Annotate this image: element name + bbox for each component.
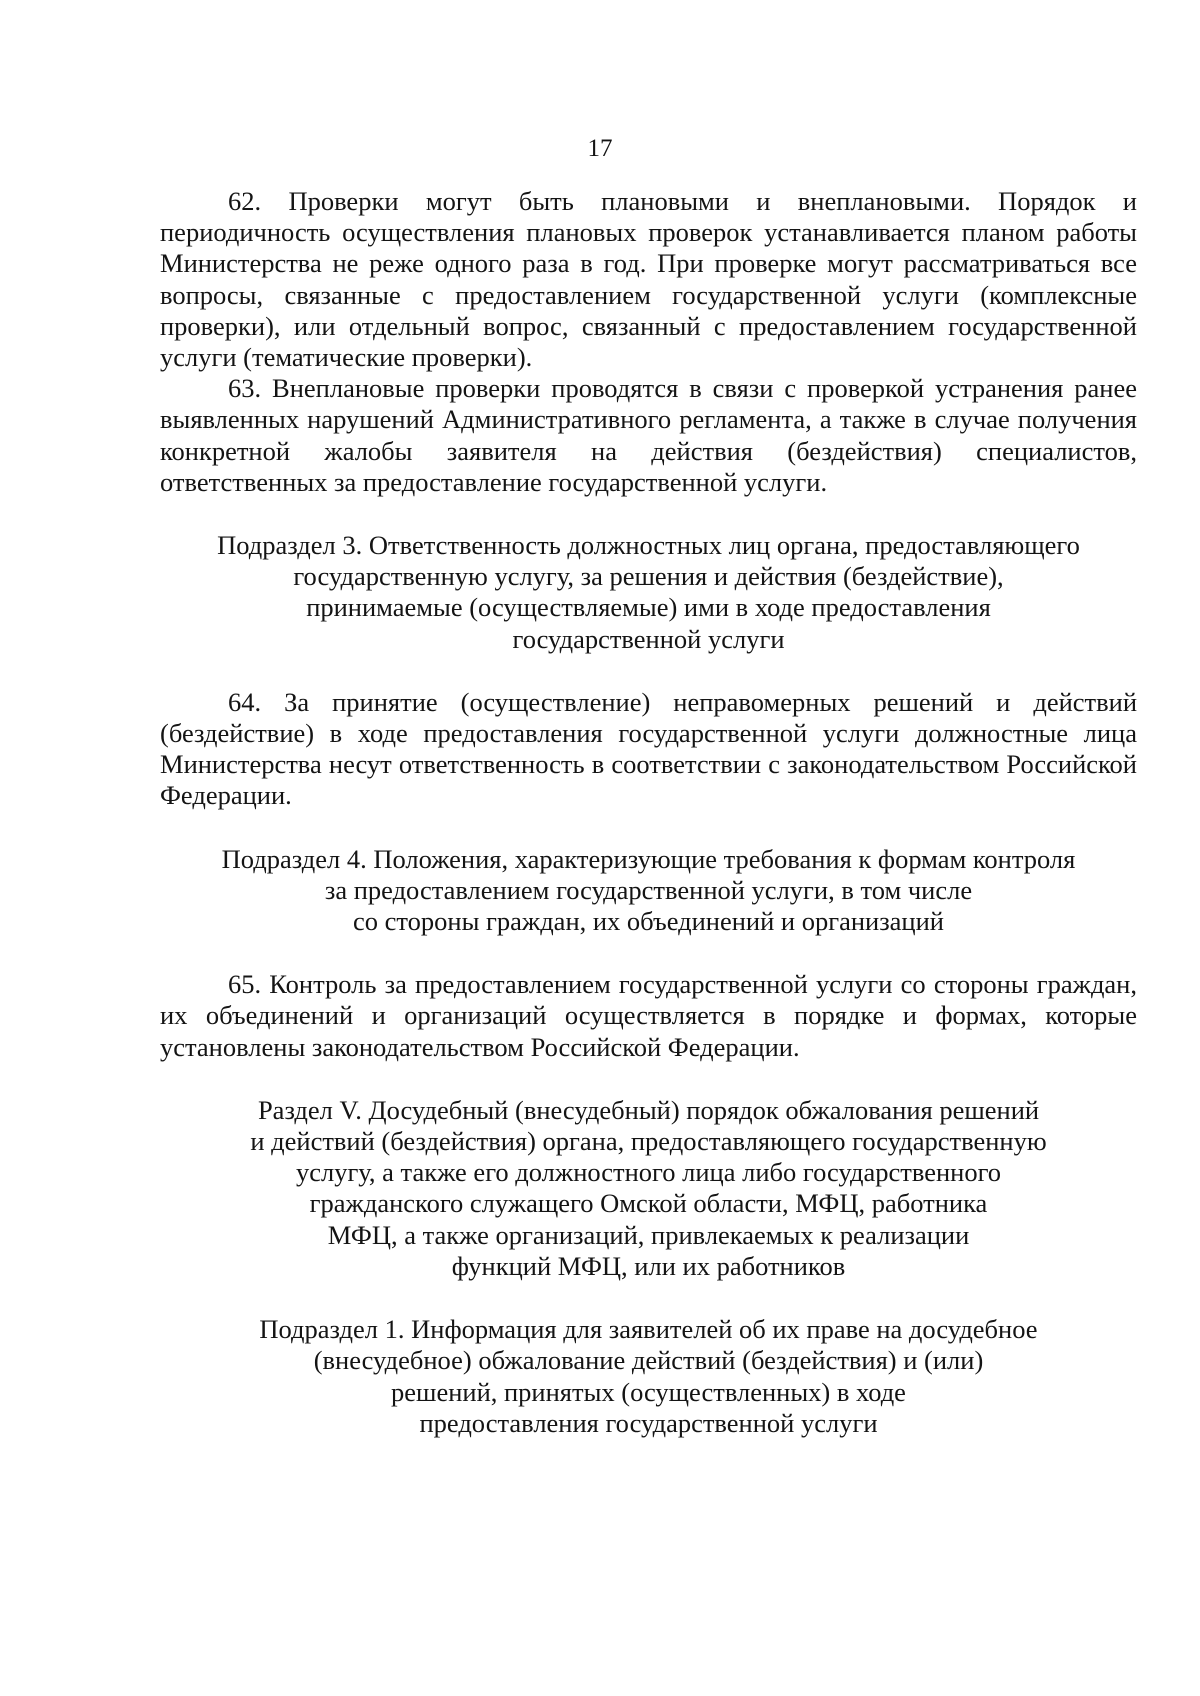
paragraph-63: 63. Внеплановые проверки проводятся в связи с проверкой устранения ранее выявленных нарушений Административного регламента, а также в случае получения конкретной жалобы заявителя на действия (бездействия) специалистов, ответственных за предоставление государственной услуги. [160, 373, 1137, 497]
heading-line: (внесудебное) обжалование действий (бездействия) и (или) [313, 1345, 984, 1376]
heading-line: и действий (бездействия) органа, предоставляющего государственную [250, 1126, 1047, 1157]
heading-line: государственной услуги [512, 623, 785, 654]
paragraph-62: 62. Проверки могут быть плановыми и внеплановыми. Порядок и периодичность осуществления плановых проверок устанавливается планом работы Министерства не реже одного раза в год. При проверке могут рассматриваться все вопросы, связанные с предоставлением государственной услуги (комплексные проверки), или отдельный вопрос, связанный с предоставлением государственной услуги (тематические проверки). [160, 186, 1137, 373]
section-5-heading [160, 1095, 1137, 1282]
heading-line: МФЦ, а также организаций, привлекаемых к реализации [327, 1219, 970, 1250]
heading-line: услугу, а также его должностного лица либо государственного [295, 1157, 1002, 1188]
page-number: 17 [587, 135, 613, 162]
paragraph-65: 65. Контроль за предоставлением государственной услуги со стороны граждан, их объединений и организаций осуществляется в порядке и формах, которые установлены законодательством Российской Федерации. [160, 969, 1137, 1062]
subsection-4-heading [160, 844, 1137, 938]
heading-line: решений, принятых (осуществленных) в ходе [391, 1376, 906, 1407]
heading-line: государственную услугу, за решения и действия (бездействие), [293, 561, 1004, 592]
heading-line: Подраздел 4. Положения, характеризующие требования к формам контроля [221, 843, 1076, 874]
heading-line: Подраздел 3. Ответственность должностных лиц органа, предоставляющего [217, 530, 1080, 561]
heading-line: функций МФЦ, или их работников [451, 1250, 846, 1281]
paragraph-64: 64. За принятие (осуществление) неправомерных решений и действий (бездействие) в ходе предоставления государственной услуги должностные лица Министерства несут ответственность в соответствии с законодательством Российской Федерации. [160, 686, 1137, 811]
heading-line: Подраздел 1. Информация для заявителей об их праве на досудебное [259, 1314, 1038, 1345]
heading-line: за предоставлением государственной услуги, в том числе [324, 874, 973, 905]
heading-line: со стороны граждан, их объединений и организаций [353, 906, 944, 937]
subsection-3-heading [160, 530, 1137, 655]
heading-line: гражданского служащего Омской области, МФЦ, работника [309, 1188, 988, 1219]
document-body [160, 186, 1137, 1439]
heading-line: Раздел V. Досудебный (внесудебный) порядок обжалования решений [257, 1094, 1040, 1125]
section-5-subsection-1-heading [160, 1314, 1137, 1439]
heading-line: принимаемые (осуществляемые) ими в ходе предоставления [306, 592, 991, 623]
heading-line: предоставления государственной услуги [419, 1407, 878, 1438]
